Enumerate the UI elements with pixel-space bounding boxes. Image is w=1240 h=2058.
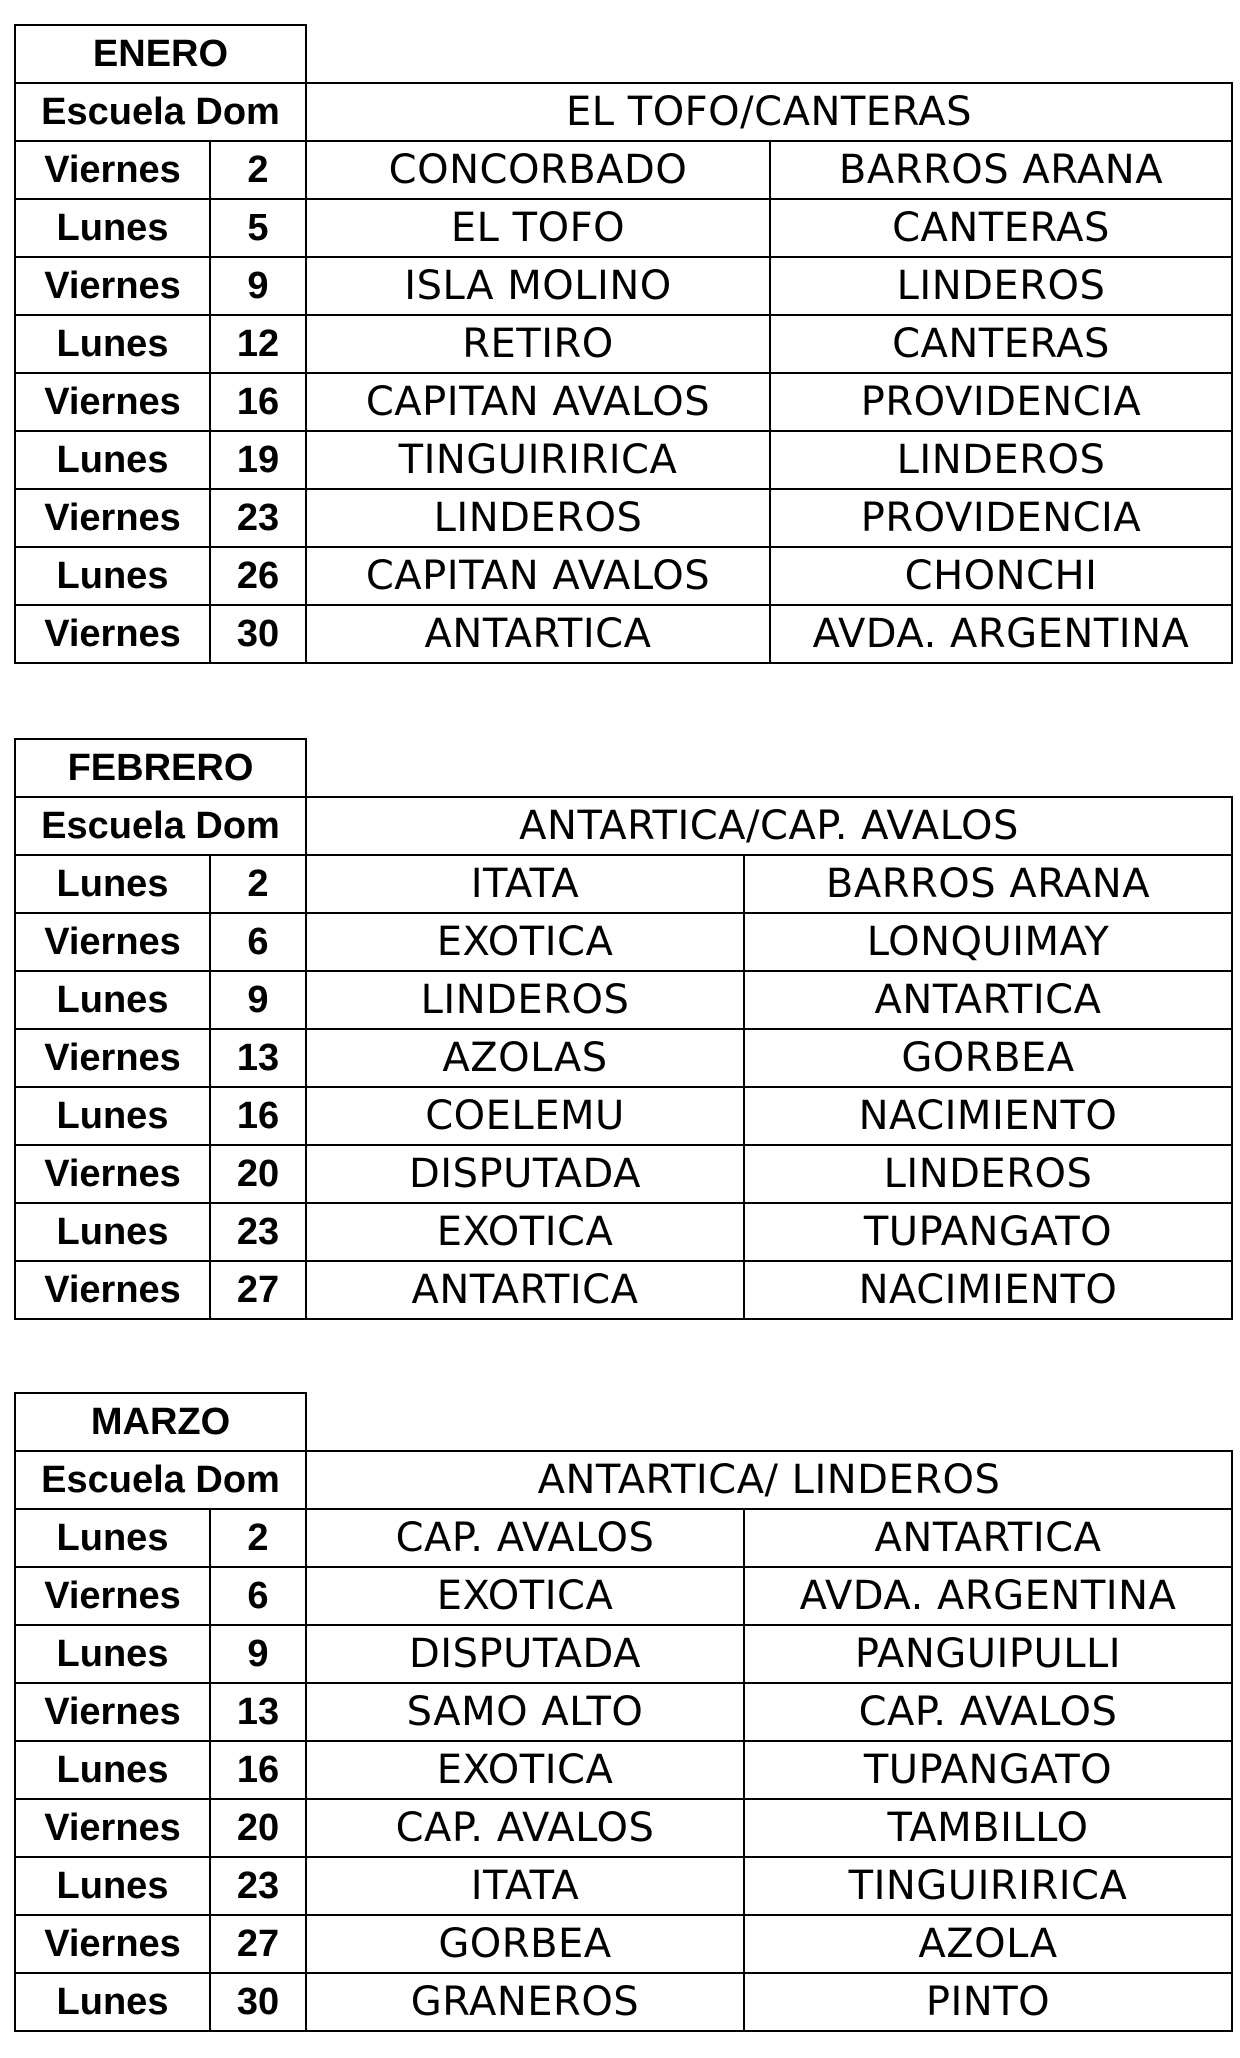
table-row xyxy=(15,1683,1232,1741)
date-cell: 30 xyxy=(210,1973,306,2031)
school-b-cell: CAP. AVALOS xyxy=(744,1683,1232,1741)
school-b-cell: PROVIDENCIA xyxy=(770,373,1232,431)
school-a-cell: TINGUIRIRICA xyxy=(306,431,770,489)
date-cell: 2 xyxy=(210,1509,306,1567)
table-row xyxy=(15,913,1232,971)
table-body xyxy=(15,1509,1232,2031)
school-b-cell: TAMBILLO xyxy=(744,1799,1232,1857)
school-a-cell: RETIRO xyxy=(306,315,770,373)
date-cell: 20 xyxy=(210,1799,306,1857)
table-body xyxy=(15,855,1232,1319)
day-cell: Lunes xyxy=(15,1203,210,1261)
day-cell: Lunes xyxy=(15,1741,210,1799)
day-cell: Viernes xyxy=(15,913,210,971)
table-row xyxy=(15,1087,1232,1145)
day-cell: Lunes xyxy=(15,1857,210,1915)
day-cell: Lunes xyxy=(15,1973,210,2031)
schedule-table xyxy=(14,738,1233,1320)
school-a-cell: CAPITAN AVALOS xyxy=(306,547,770,605)
table-row xyxy=(15,971,1232,1029)
school-b-cell: CANTERAS xyxy=(770,315,1232,373)
school-a-cell: CAPITAN AVALOS xyxy=(306,373,770,431)
school-a-cell: CONCORBADO xyxy=(306,141,770,199)
date-cell: 16 xyxy=(210,373,306,431)
month-table-enero xyxy=(14,24,1233,664)
table-row xyxy=(15,373,1232,431)
table-row xyxy=(15,855,1232,913)
school-a-cell: EXOTICA xyxy=(306,1203,744,1261)
month-title: FEBRERO xyxy=(15,739,306,797)
date-cell: 6 xyxy=(210,913,306,971)
school-a-cell: CAP. AVALOS xyxy=(306,1799,744,1857)
school-a-cell: SAMO ALTO xyxy=(306,1683,744,1741)
day-cell: Viernes xyxy=(15,489,210,547)
school-a-cell: ITATA xyxy=(306,855,744,913)
school-b-cell: BARROS ARANA xyxy=(744,855,1232,913)
date-cell: 16 xyxy=(210,1087,306,1145)
date-cell: 5 xyxy=(210,199,306,257)
day-cell: Lunes xyxy=(15,1509,210,1567)
day-cell: Lunes xyxy=(15,315,210,373)
table-row xyxy=(15,431,1232,489)
date-cell: 12 xyxy=(210,315,306,373)
school-a-cell: EXOTICA xyxy=(306,1741,744,1799)
school-b-cell: LONQUIMAY xyxy=(744,913,1232,971)
school-b-cell: PROVIDENCIA xyxy=(770,489,1232,547)
date-cell: 23 xyxy=(210,1203,306,1261)
month-table-marzo xyxy=(14,1392,1233,2032)
school-a-cell: EL TOFO xyxy=(306,199,770,257)
school-a-cell: ANTARTICA xyxy=(306,1261,744,1319)
date-cell: 13 xyxy=(210,1029,306,1087)
table-row xyxy=(15,489,1232,547)
day-cell: Viernes xyxy=(15,1029,210,1087)
table-row xyxy=(15,257,1232,315)
schedule-table xyxy=(14,24,1233,664)
school-a-cell: DISPUTADA xyxy=(306,1145,744,1203)
day-cell: Viernes xyxy=(15,1261,210,1319)
school-a-cell: ANTARTICA xyxy=(306,605,770,663)
table-row xyxy=(15,1029,1232,1087)
school-b-cell: LINDEROS xyxy=(744,1145,1232,1203)
school-b-cell: NACIMIENTO xyxy=(744,1087,1232,1145)
school-b-cell: LINDEROS xyxy=(770,431,1232,489)
day-cell: Lunes xyxy=(15,1087,210,1145)
school-b-cell: TUPANGATO xyxy=(744,1203,1232,1261)
school-b-cell: ANTARTICA xyxy=(744,971,1232,1029)
table-row xyxy=(15,1799,1232,1857)
date-cell: 13 xyxy=(210,1683,306,1741)
date-cell: 20 xyxy=(210,1145,306,1203)
school-a-cell: GORBEA xyxy=(306,1915,744,1973)
date-cell: 6 xyxy=(210,1567,306,1625)
month-title: MARZO xyxy=(15,1393,306,1451)
day-cell: Lunes xyxy=(15,1625,210,1683)
date-cell: 19 xyxy=(210,431,306,489)
table-row xyxy=(15,1915,1232,1973)
table-body xyxy=(15,141,1232,663)
table-row xyxy=(15,141,1232,199)
day-cell: Viernes xyxy=(15,141,210,199)
school-b-cell: PINTO xyxy=(744,1973,1232,2031)
day-cell: Lunes xyxy=(15,855,210,913)
date-cell: 26 xyxy=(210,547,306,605)
date-cell: 23 xyxy=(210,1857,306,1915)
column-header-school: Escuela Dom xyxy=(15,1451,306,1509)
date-cell: 27 xyxy=(210,1915,306,1973)
group-header: ANTARTICA/ LINDEROS xyxy=(306,1451,1232,1509)
day-cell: Lunes xyxy=(15,199,210,257)
school-a-cell: EXOTICA xyxy=(306,1567,744,1625)
column-header-school: Escuela Dom xyxy=(15,83,306,141)
date-cell: 30 xyxy=(210,605,306,663)
school-a-cell: CAP. AVALOS xyxy=(306,1509,744,1567)
day-cell: Viernes xyxy=(15,1683,210,1741)
school-b-cell: TINGUIRIRICA xyxy=(744,1857,1232,1915)
school-b-cell: GORBEA xyxy=(744,1029,1232,1087)
school-a-cell: COELEMU xyxy=(306,1087,744,1145)
school-b-cell: AZOLA xyxy=(744,1915,1232,1973)
date-cell: 27 xyxy=(210,1261,306,1319)
day-cell: Viernes xyxy=(15,373,210,431)
day-cell: Lunes xyxy=(15,547,210,605)
day-cell: Viernes xyxy=(15,1145,210,1203)
table-row xyxy=(15,315,1232,373)
school-b-cell: TUPANGATO xyxy=(744,1741,1232,1799)
table-row xyxy=(15,1973,1232,2031)
table-row xyxy=(15,1625,1232,1683)
school-a-cell: LINDEROS xyxy=(306,489,770,547)
day-cell: Viernes xyxy=(15,1567,210,1625)
school-a-cell: LINDEROS xyxy=(306,971,744,1029)
group-header: ANTARTICA/CAP. AVALOS xyxy=(306,797,1232,855)
date-cell: 9 xyxy=(210,971,306,1029)
table-row xyxy=(15,1261,1232,1319)
group-header: EL TOFO/CANTERAS xyxy=(306,83,1232,141)
day-cell: Viernes xyxy=(15,605,210,663)
day-cell: Viernes xyxy=(15,1915,210,1973)
school-b-cell: LINDEROS xyxy=(770,257,1232,315)
school-a-cell: EXOTICA xyxy=(306,913,744,971)
school-b-cell: PANGUIPULLI xyxy=(744,1625,1232,1683)
table-row xyxy=(15,1857,1232,1915)
school-b-cell: CANTERAS xyxy=(770,199,1232,257)
date-cell: 9 xyxy=(210,1625,306,1683)
table-row xyxy=(15,199,1232,257)
table-row xyxy=(15,1203,1232,1261)
table-row xyxy=(15,547,1232,605)
school-a-cell: AZOLAS xyxy=(306,1029,744,1087)
school-b-cell: AVDA. ARGENTINA xyxy=(744,1567,1232,1625)
school-a-cell: ITATA xyxy=(306,1857,744,1915)
school-b-cell: NACIMIENTO xyxy=(744,1261,1232,1319)
schedule-table xyxy=(14,1392,1233,2032)
month-title: ENERO xyxy=(15,25,306,83)
school-a-cell: DISPUTADA xyxy=(306,1625,744,1683)
date-cell: 2 xyxy=(210,855,306,913)
table-row xyxy=(15,605,1232,663)
table-row xyxy=(15,1509,1232,1567)
table-row xyxy=(15,1145,1232,1203)
school-b-cell: CHONCHI xyxy=(770,547,1232,605)
table-row xyxy=(15,1741,1232,1799)
month-table-febrero xyxy=(14,738,1233,1320)
date-cell: 9 xyxy=(210,257,306,315)
school-a-cell: GRANEROS xyxy=(306,1973,744,2031)
day-cell: Viernes xyxy=(15,257,210,315)
date-cell: 16 xyxy=(210,1741,306,1799)
date-cell: 2 xyxy=(210,141,306,199)
column-header-school: Escuela Dom xyxy=(15,797,306,855)
day-cell: Lunes xyxy=(15,431,210,489)
school-b-cell: BARROS ARANA xyxy=(770,141,1232,199)
school-a-cell: ISLA MOLINO xyxy=(306,257,770,315)
table-row xyxy=(15,1567,1232,1625)
date-cell: 23 xyxy=(210,489,306,547)
day-cell: Viernes xyxy=(15,1799,210,1857)
school-b-cell: ANTARTICA xyxy=(744,1509,1232,1567)
school-b-cell: AVDA. ARGENTINA xyxy=(770,605,1232,663)
day-cell: Lunes xyxy=(15,971,210,1029)
